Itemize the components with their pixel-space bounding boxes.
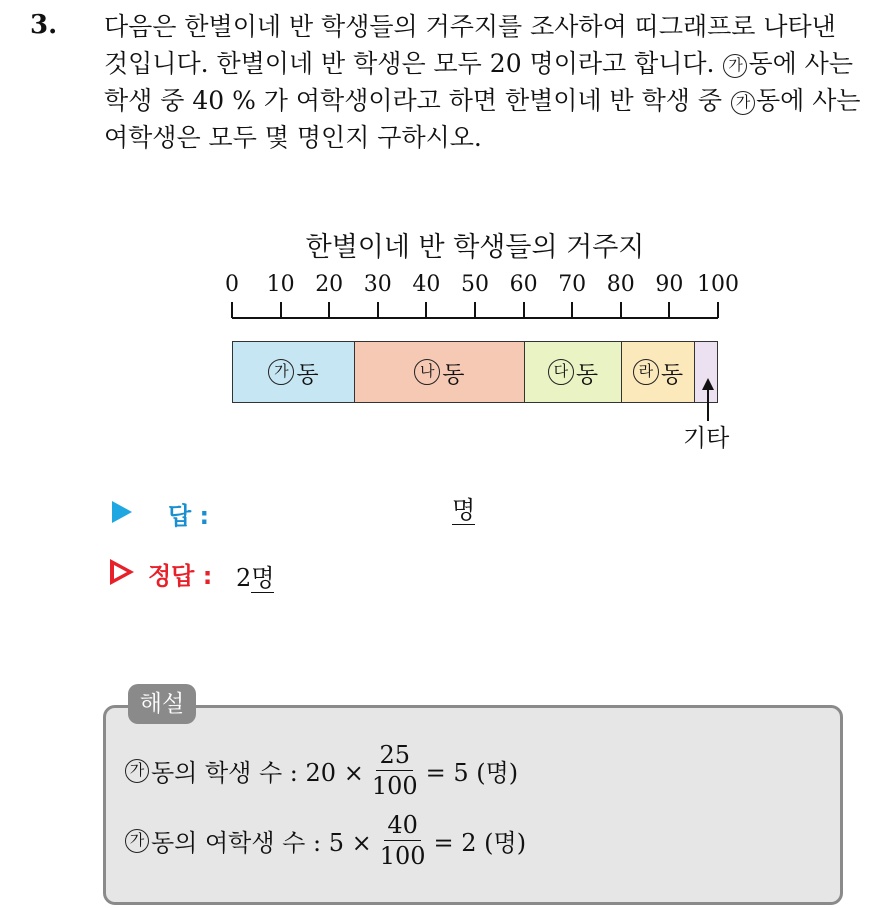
fraction: [372, 740, 418, 801]
segment-circled-label: 가: [268, 359, 294, 385]
circled-letter: 가: [723, 54, 747, 78]
tick-label: 20: [315, 272, 344, 297]
tick-label: 90: [655, 272, 684, 297]
circled-letter: 가: [731, 91, 755, 115]
segment-bar: [694, 341, 718, 403]
question-text-part: 학생 중 40 % 가 여학생이라고 하면 한별이네 반 학생 중: [104, 86, 730, 115]
question-line: [104, 82, 864, 119]
segment-suffix: 동: [575, 361, 599, 388]
fraction: [380, 810, 426, 871]
correct-answer-value: [236, 558, 274, 593]
other-label: 기타: [683, 424, 730, 452]
answer-blank[interactable]: 명: [452, 496, 476, 524]
question-text-part: 동에 사는: [748, 49, 853, 78]
axis-tick: [717, 302, 719, 318]
axis-tick: [620, 302, 622, 318]
tick-label: 70: [558, 272, 587, 297]
axis-tick: [668, 302, 670, 318]
segment-suffix: 동: [442, 361, 465, 388]
correct-answer-label: 정답 :: [148, 562, 213, 590]
tick-label: 0: [225, 272, 239, 297]
chart-title: 한별이네 반 학생들의 거주지: [305, 232, 645, 263]
question-text-part: 여학생은 모두 몇 명인지 구하시오.: [104, 123, 482, 152]
explanation-prefix: 동의 여학생 수 : 5 ×: [151, 829, 372, 857]
axis-tick: [425, 302, 427, 318]
circled-letter: 가: [125, 829, 149, 853]
fraction-numerator: 25: [376, 740, 413, 771]
question-text: [104, 8, 864, 156]
question-text-part: 다음은 한별이네 반 학생들의 거주지를 조사하여 띠그래프로 나타낸: [104, 12, 836, 41]
correct-number: 2: [236, 564, 252, 592]
fraction-numerator: 40: [384, 810, 421, 841]
segment-bar: [621, 341, 695, 403]
segment-circled-label: 다: [548, 359, 574, 385]
explanation-line: [125, 740, 518, 801]
axis-tick: [377, 302, 379, 318]
tick-label: 30: [363, 272, 392, 297]
fraction-denominator: 100: [379, 842, 426, 870]
axis-tick: [474, 302, 476, 318]
circled-letter: 가: [125, 759, 149, 783]
axis-tick: [231, 302, 233, 318]
question-line: [104, 119, 864, 156]
segment-bar: [524, 341, 623, 403]
question-line: [104, 8, 864, 45]
axis-tick: [523, 302, 525, 318]
tick-label: 100: [697, 272, 739, 297]
tick-label: 60: [509, 272, 538, 297]
tick-label: 10: [266, 272, 295, 297]
explanation-tab: 해설: [128, 684, 196, 724]
play-arrow-icon: [112, 501, 132, 523]
segment-suffix: 동: [296, 361, 319, 388]
explanation-suffix: = 5 (명): [425, 759, 519, 787]
tick-label: 40: [412, 272, 441, 297]
segment-circled-label: 라: [633, 359, 659, 385]
question-number: 3.: [30, 10, 58, 40]
explanation-box: [103, 705, 843, 905]
other-pointer-line: [707, 385, 709, 421]
question-line: [104, 45, 864, 82]
explanation-suffix: = 2 (명): [433, 829, 527, 857]
question-text-part: 것입니다. 한별이네 반 학생은 모두 20 명이라고 합니다.: [104, 49, 723, 78]
outline-arrow-icon-inner: [114, 565, 127, 579]
segment-bar: [354, 341, 526, 403]
segment-circled-label: 나: [414, 359, 440, 385]
explanation-line: [125, 810, 526, 871]
question-text-part: 동에 사는: [755, 86, 861, 115]
tick-label: 50: [461, 272, 489, 297]
segment-suffix: 동: [660, 361, 684, 388]
axis-tick: [328, 302, 330, 318]
answer-label: 답 :: [168, 502, 210, 530]
fraction-denominator: 100: [371, 772, 418, 800]
axis-tick: [280, 302, 282, 318]
tick-label: 80: [606, 272, 635, 297]
correct-unit: 명: [251, 564, 275, 592]
explanation-prefix: 동의 학생 수 : 20 ×: [151, 759, 364, 787]
segment-bar: [232, 341, 355, 403]
axis-tick: [571, 302, 573, 318]
